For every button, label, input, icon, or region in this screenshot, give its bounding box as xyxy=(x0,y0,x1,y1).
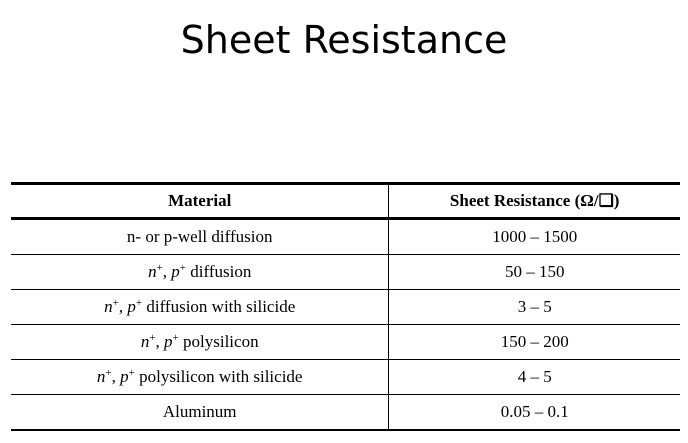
table-row xyxy=(11,325,680,360)
header-sheet-resistance: Sheet Resistance (Ω/❑) xyxy=(389,184,680,219)
table-row xyxy=(11,255,680,290)
cell-material: n+, p+ polysilicon with silicide xyxy=(11,360,389,395)
cell-material: n+, p+ diffusion xyxy=(11,255,389,290)
cell-material: n+, p+ diffusion with silicide xyxy=(11,290,389,325)
cell-sheet-resistance: 4 – 5 xyxy=(389,360,680,395)
table-header-row xyxy=(11,184,680,219)
cell-sheet-resistance: 1000 – 1500 xyxy=(389,219,680,255)
cell-sheet-resistance: 150 – 200 xyxy=(389,325,680,360)
sheet-resistance-table xyxy=(11,182,680,431)
cell-sheet-resistance: 50 – 150 xyxy=(389,255,680,290)
cell-sheet-resistance: 3 – 5 xyxy=(389,290,680,325)
table-row xyxy=(11,290,680,325)
cell-material: n- or p-well diffusion xyxy=(11,219,389,255)
cell-sheet-resistance: 0.05 – 0.1 xyxy=(389,395,680,431)
table-row xyxy=(11,360,680,395)
slide-title: Sheet Resistance xyxy=(180,18,508,62)
cell-material: Aluminum xyxy=(11,395,389,431)
table-row xyxy=(11,219,680,255)
table-row xyxy=(11,395,680,431)
cell-material: n+, p+ polysilicon xyxy=(11,325,389,360)
header-material: Material xyxy=(11,184,389,219)
